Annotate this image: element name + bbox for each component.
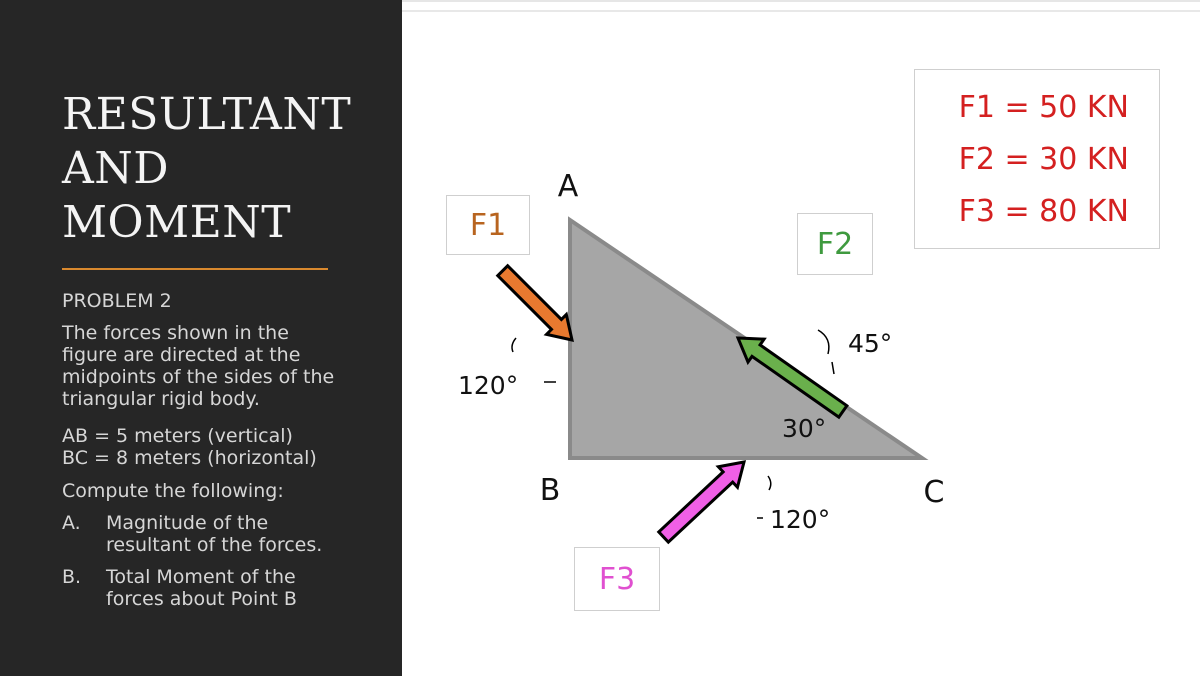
vertex-a-label: A — [557, 169, 579, 204]
force-legend — [914, 69, 1160, 249]
legend-f2: F2 = 30 KN — [958, 142, 1129, 177]
force-f3-arrow-shape — [654, 452, 754, 547]
description-line: triangular rigid body. — [62, 388, 260, 410]
sidebar-panel — [0, 0, 402, 676]
angle-label-f2: 45° — [848, 329, 893, 358]
angle-arc-f2 — [818, 330, 829, 354]
angle-arc-f3 — [768, 476, 771, 490]
task-line: Total Moment of the — [106, 566, 296, 588]
description-line: midpoints of the sides of the — [62, 366, 335, 388]
angle-label-f1: 120° — [458, 371, 519, 400]
problem-heading: PROBLEM 2 — [62, 290, 172, 312]
title-line: RESULTANT — [62, 89, 352, 140]
force-f2-label: F2 — [816, 226, 854, 262]
description-line: The forces shown in the — [62, 322, 289, 344]
vertex-c-label: C — [923, 475, 945, 510]
legend-f1: F1 = 50 KN — [958, 90, 1129, 125]
dimension-ab: AB = 5 meters (vertical) — [62, 425, 293, 447]
force-f3-arrow — [654, 452, 754, 547]
vertex-b-label: B — [539, 473, 561, 508]
problem-description — [62, 322, 334, 410]
title-line: MOMENT — [62, 197, 292, 248]
compute-prompt: Compute the following: — [62, 480, 284, 502]
task-letter: A. — [62, 512, 81, 534]
description-line: figure are directed at the — [62, 344, 301, 366]
force-f3-label-box — [574, 547, 660, 611]
dimension-bc: BC = 8 meters (horizontal) — [62, 447, 317, 469]
slide-title — [62, 88, 382, 250]
angle-tick-f2 — [832, 362, 834, 374]
task-line: forces about Point B — [106, 588, 297, 610]
task-letter: B. — [62, 566, 82, 588]
title-line: AND — [62, 143, 170, 194]
force-f2-label-box — [797, 213, 873, 275]
legend-f3: F3 = 80 KN — [958, 194, 1129, 229]
title-divider — [62, 268, 328, 270]
force-f3-label: F3 — [598, 561, 636, 597]
angle-arc-f1 — [512, 338, 516, 352]
force-f1-label: F1 — [469, 207, 507, 243]
dimensions — [62, 425, 317, 469]
angle-label-f3: 120° — [770, 505, 831, 534]
task-line: resultant of the forces. — [106, 534, 323, 556]
task-line: Magnitude of the — [106, 512, 269, 534]
force-f1-label-box — [446, 195, 530, 255]
angle-label-c: 30° — [782, 414, 827, 443]
